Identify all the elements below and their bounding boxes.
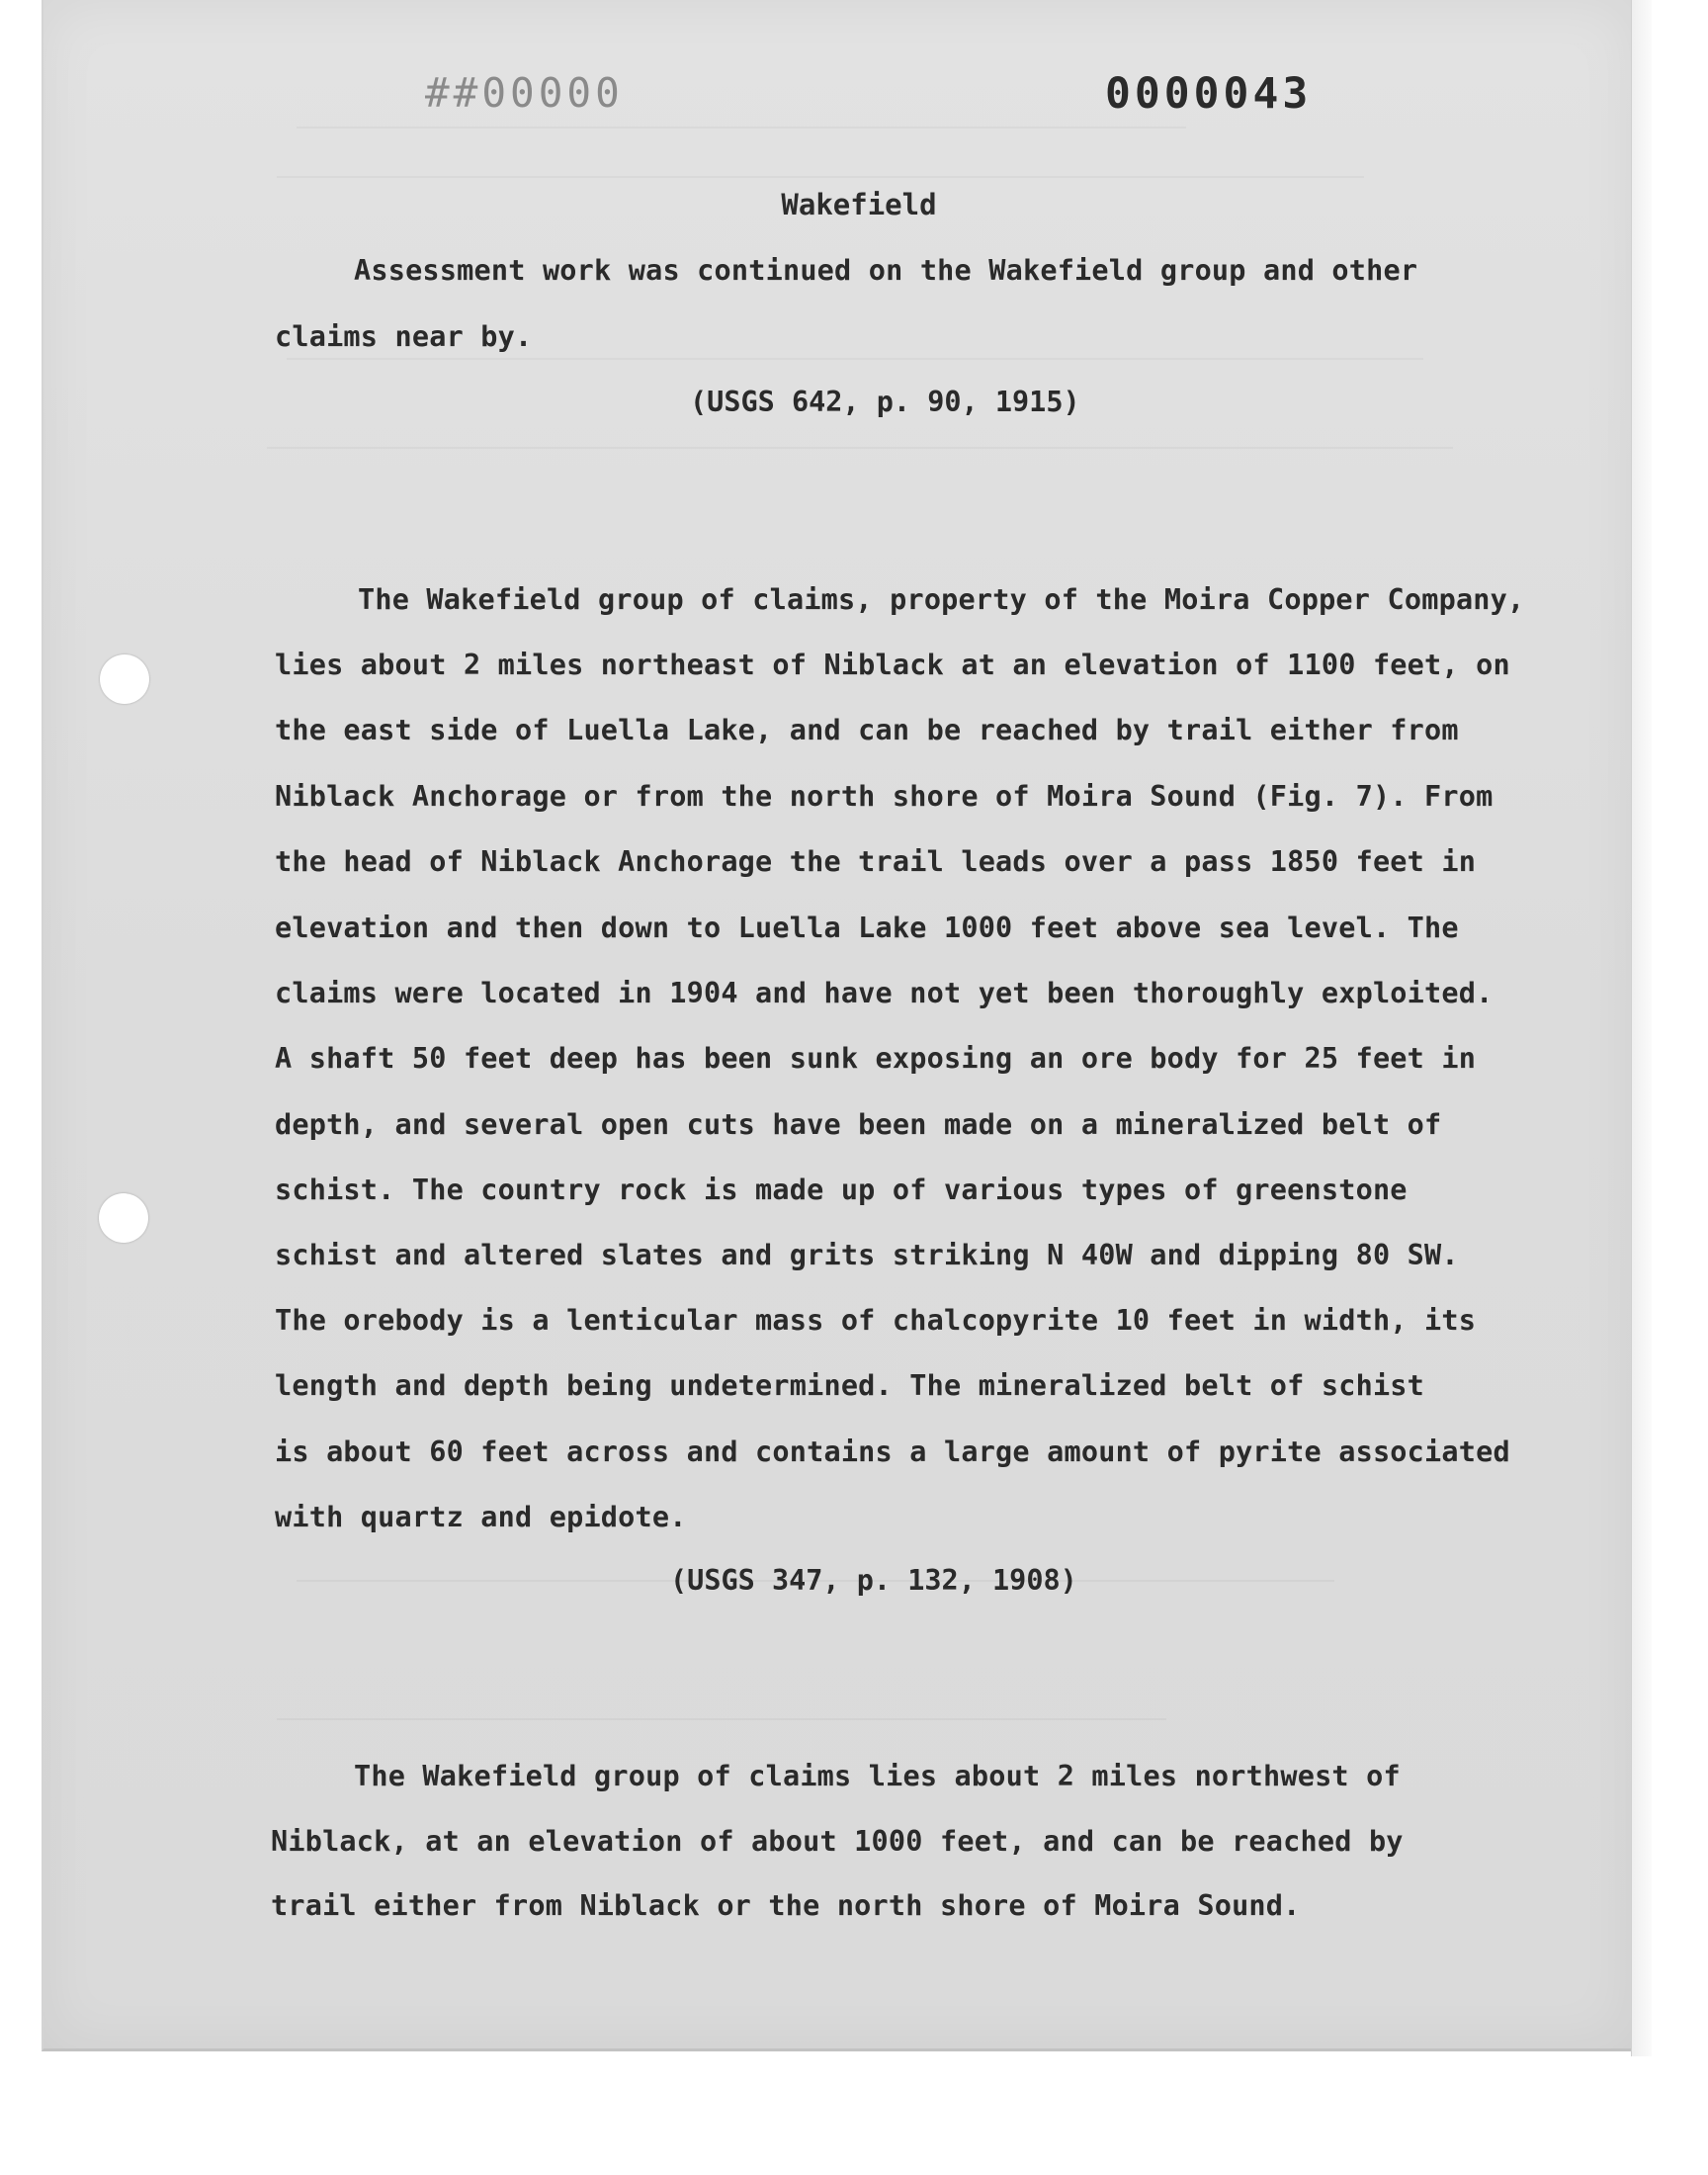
scanned-page [42,0,1633,2051]
punch-hole [100,654,149,704]
paragraph-line: trail either from Niblack or the north shore of Moira Sound. [271,1889,1301,1922]
paragraph-line: schist. The country rock is made up of various types of greenstone [275,1174,1408,1206]
paragraph-line: lies about 2 miles northeast of Niblack at an elevation of 1100 feet, on [275,649,1510,681]
bleed-through-mark [267,447,1453,449]
citation: (USGS 642, p. 90, 1915) [690,386,1080,418]
bleed-through-mark [277,1718,1166,1720]
punch-hole [99,1193,148,1243]
paragraph-line: A shaft 50 feet deep has been sunk exposing an ore body for 25 feet in [275,1042,1477,1075]
paragraph-line: The Wakefield group of claims lies about 2 miles northwest of [354,1760,1401,1792]
bleed-through-mark [277,176,1364,178]
paragraph-line: Niblack, at an elevation of about 1000 feet, and can be reached by [271,1825,1404,1858]
citation: (USGS 347, p. 132, 1908) [670,1564,1077,1597]
paragraph-line: the east side of Luella Lake, and can be reached by trail either from [275,714,1459,746]
bleed-through-mark [297,127,1186,129]
document-page-number: 0000043 [1105,69,1313,119]
page-title: Wakefield [781,188,937,221]
paragraph-line: with quartz and epidote. [275,1501,687,1533]
page-edge [1631,0,1652,2056]
paragraph-line: claims near by. [275,320,533,353]
paragraph-line: is about 60 feet across and contains a large amount of pyrite associated [275,1436,1510,1468]
paragraph-line: depth, and several open cuts have been made on a mineralized belt of [275,1108,1442,1141]
bleed-through-mark [287,358,1423,360]
paragraph-line: The orebody is a lenticular mass of chalcopyrite 10 feet in width, its [275,1304,1477,1337]
document-id-faded: ##00000 [425,69,624,117]
paragraph-line: claims were located in 1904 and have not yet been thoroughly exploited. [275,977,1494,1009]
paragraph-line: Assessment work was continued on the Wakefield group and other [354,254,1418,287]
paragraph-line: the head of Niblack Anchorage the trail leads over a pass 1850 feet in [275,845,1477,878]
paragraph-line: Niblack Anchorage or from the north shore of Moira Sound (Fig. 7). From [275,780,1494,813]
paragraph-line: length and depth being undetermined. The mineralized belt of schist [275,1369,1425,1402]
paragraph-line: The Wakefield group of claims, property of the Moira Copper Company, [358,583,1525,616]
paragraph-line: elevation and then down to Luella Lake 1000 feet above sea level. The [275,912,1459,944]
paragraph-line: schist and altered slates and grits striking N 40W and dipping 80 SW. [275,1239,1459,1271]
